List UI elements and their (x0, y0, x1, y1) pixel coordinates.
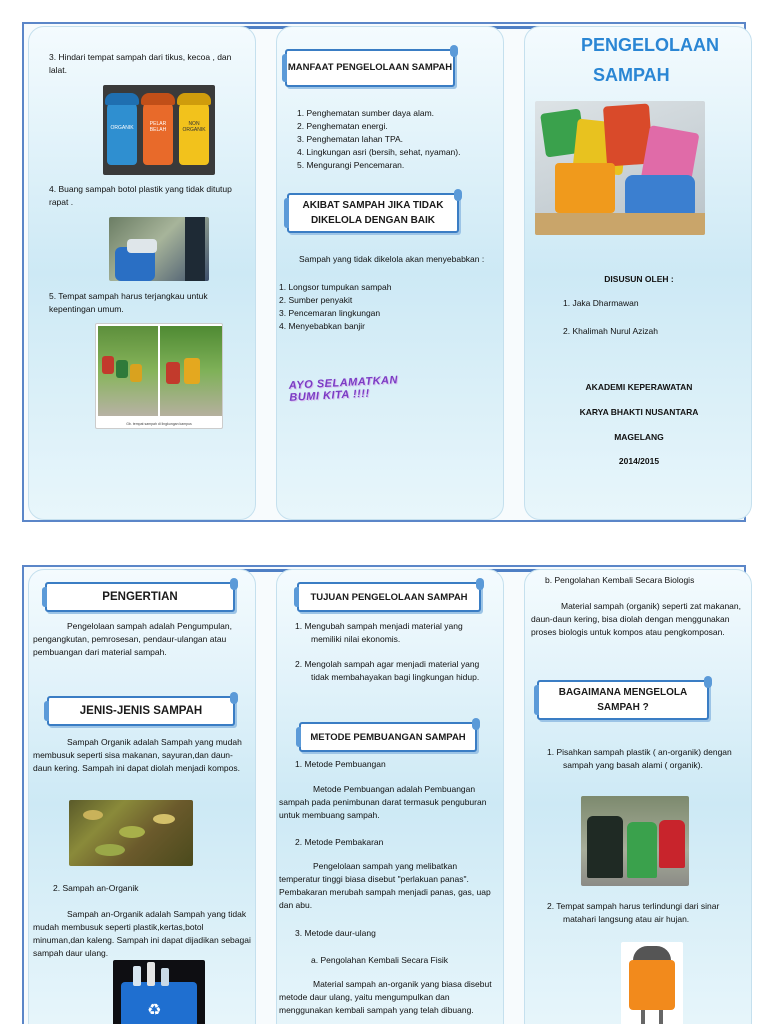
bin-blue (107, 99, 137, 165)
panel-top-right (524, 26, 752, 520)
anorganic-heading: 2. Sampah an-Organik (53, 883, 139, 893)
photo-caption: Gb. tempat sampah di lingkungan kampus (126, 422, 192, 426)
panel-top-middle (276, 26, 504, 520)
benefits-banner (285, 49, 455, 87)
method-3a-title: a. Pengolahan Kembali Secara Fisik (311, 955, 449, 965)
benefit-1: 1. Penghematan sumber daya alam. (297, 108, 435, 118)
institution-line-3: MAGELANG (614, 432, 664, 442)
benefit-5: 5. Mengurangi Pencemaran. (297, 160, 405, 170)
panel-top-left (28, 26, 256, 520)
how-to-manage-banner-label: BAGAIMANA MENGELOLA SAMPAH ? (558, 687, 688, 713)
panel-bottom-left (28, 569, 256, 1024)
recycle-icon: ♻ (147, 1002, 162, 1019)
method-1-text: Metode Pembuangan adalah Pembuangan sampah pada penimbunan darat termasuk penguburan untuk membuang sampah. (279, 784, 487, 820)
method-2-title: 2. Metode Pembakaran (295, 837, 384, 847)
effect-1: 1. Longsor tumpukan sampah (279, 282, 392, 292)
bin-label-organik: ORGANIK (110, 125, 134, 131)
institution-line-1: AKADEMI KEPERAWATAN (585, 382, 693, 392)
benefit-2: 2. Penghematan energi. (297, 121, 388, 131)
bin-label-non-organik: NON ORGANIK (182, 121, 206, 133)
benefit-4: 4. Lingkungan asri (bersih, sehat, nyaman). (297, 147, 461, 157)
recycled-bags-photo (535, 101, 705, 235)
anorganic-waste-text: Sampah an-Organik adalah Sampah yang tidak mudah membusuk seperti plastik,kertas,botol minuman,dan kaleng. Sampah ini dapat dijadikan sebagai sampah daur ulang. (33, 909, 251, 958)
green-bin-shape (627, 822, 657, 878)
goal-1: 1. Mengubah sampah menjadi material yang memiliki nilai ekonomis. (295, 621, 463, 644)
slogan-line-1: AYO SELAMATKAN (288, 374, 399, 392)
bin-label-pelar: PELAR BELAH (149, 121, 167, 133)
goals-banner (297, 582, 481, 612)
institution-line-2: KARYA BHAKTI NUSANTARA (579, 407, 699, 417)
brochure-title-line-1: PENGELOLAAN (581, 35, 720, 55)
effect-2: 2. Sumber penyakit (279, 295, 353, 305)
benefits-banner-label: MANFAAT PENGELOLAAN SAMPAH (287, 62, 453, 73)
brochure-title-line-2: SAMPAH (593, 65, 670, 85)
author-1: 1. Jaka Dharmawan (563, 298, 639, 308)
tip-4: 4. Buang sampah botol plastik yang tidak ditutup rapat . (49, 184, 232, 207)
definition-banner-label: PENGERTIAN (102, 591, 178, 603)
consequences-intro: Sampah yang tidak dikelola akan menyebabkan : (299, 254, 485, 264)
separate-bins-photo (581, 796, 689, 886)
dark-bin-shape (587, 816, 623, 878)
method-2-text: Pengelolaan sampah yang melibatkan temperatur tinggi biasa disebut "perlakuan panas". Pembakaran merubah sampah menjadi panas, gas, uap dan abu. (279, 861, 491, 910)
method-3a-text: Material sampah an-organik yang biasa disebut metode daur ulang, yaitu mengumpulkan dan menggunakan kembali sampah yang telah dibuang. (279, 979, 492, 1015)
slogan-line-2: BUMI KITA !!!! (289, 387, 370, 404)
author-2: 2. Khalimah Nurul Azizah (563, 326, 658, 336)
step-2: 2. Tempat sampah harus terlindungi dari sinar matahari langsung atau air hujan. (547, 901, 720, 924)
organic-waste-photo (69, 800, 193, 866)
panel-bottom-middle (276, 569, 504, 1024)
panel-bottom-right (524, 569, 752, 1024)
waste-types-banner-label: JENIS-JENIS SAMPAH (79, 705, 203, 717)
garden-left (98, 326, 158, 416)
brochure-inside-sheet (22, 565, 746, 1024)
method-3-title: 3. Metode daur-ulang (295, 928, 376, 938)
goals-banner-label: TUJUAN PENGELOLAAN SAMPAH (310, 591, 468, 603)
orange-bin-shape (629, 960, 675, 1010)
garden-right (160, 326, 222, 416)
white-bin-shape (127, 239, 157, 253)
definition-text: Pengelolaan sampah adalah Pengumpulan, pengangkutan, pemrosesan, pendaur-ulangan atau pembuangan dari material sampah. (33, 621, 232, 657)
how-to-manage-banner (537, 680, 709, 720)
effect-3: 3. Pencemaran lingkungan (279, 308, 381, 318)
institution-year: 2014/2015 (618, 456, 660, 466)
consequences-banner (287, 193, 459, 233)
covered-bin-photo (621, 942, 683, 1024)
definition-banner (45, 582, 235, 612)
red-bin-shape (659, 820, 685, 868)
method-1-title: 1. Metode Pembuangan (295, 759, 386, 769)
save-earth-slogan (288, 374, 398, 404)
disposal-methods-banner-label: METODE PEMBUANGAN SAMPAH (310, 731, 466, 743)
brochure-outside-sheet (22, 22, 746, 522)
plastic-bottle-bin-photo (109, 217, 209, 281)
organic-waste-text: Sampah Organik adalah Sampah yang mudah membusuk seperti sisa makanan, sayuran,dan daun-daun kering. Sampah ini dapat diolah menjadi kompos. (33, 737, 242, 773)
tip-5: 5. Tempat sampah harus terjangkau untuk kepentingan umum. (49, 291, 208, 314)
benefit-3: 3. Penghematan lahan TPA. (297, 134, 404, 144)
campus-bins-photo (95, 323, 223, 429)
person-shape (185, 217, 205, 281)
method-3b-title: b. Pengolahan Kembali Secara Biologis (545, 575, 695, 585)
effect-4: 4. Menyebabkan banjir (279, 321, 366, 331)
disposal-methods-banner (299, 722, 477, 752)
step-1: 1. Pisahkan sampah plastik ( an-organik) dengan sampah yang basah alami ( organik). (547, 747, 732, 770)
goal-2: 2. Mengolah sampah agar menjadi material yang tidak membahayakan bagi lingkungan hidup. (295, 659, 480, 682)
author-heading: DISUSUN OLEH : (604, 274, 674, 284)
consequences-banner-label: AKIBAT SAMPAH JIKA TIDAK DIKELOLA DENGAN BAIK (302, 200, 444, 226)
tip-3: 3. Hindari tempat sampah dari tikus, kecoa , dan lalat. (49, 52, 232, 75)
recycle-bin-photo (113, 960, 205, 1024)
method-3b-text: Material sampah (organik) seperti zat makanan, daun-daun kering, bisa diolah dengan menggunakan proses biologis untuk kompos atau pengkomposan. (531, 601, 741, 637)
waste-types-banner (47, 696, 235, 726)
waste-bins-photo (103, 85, 215, 175)
